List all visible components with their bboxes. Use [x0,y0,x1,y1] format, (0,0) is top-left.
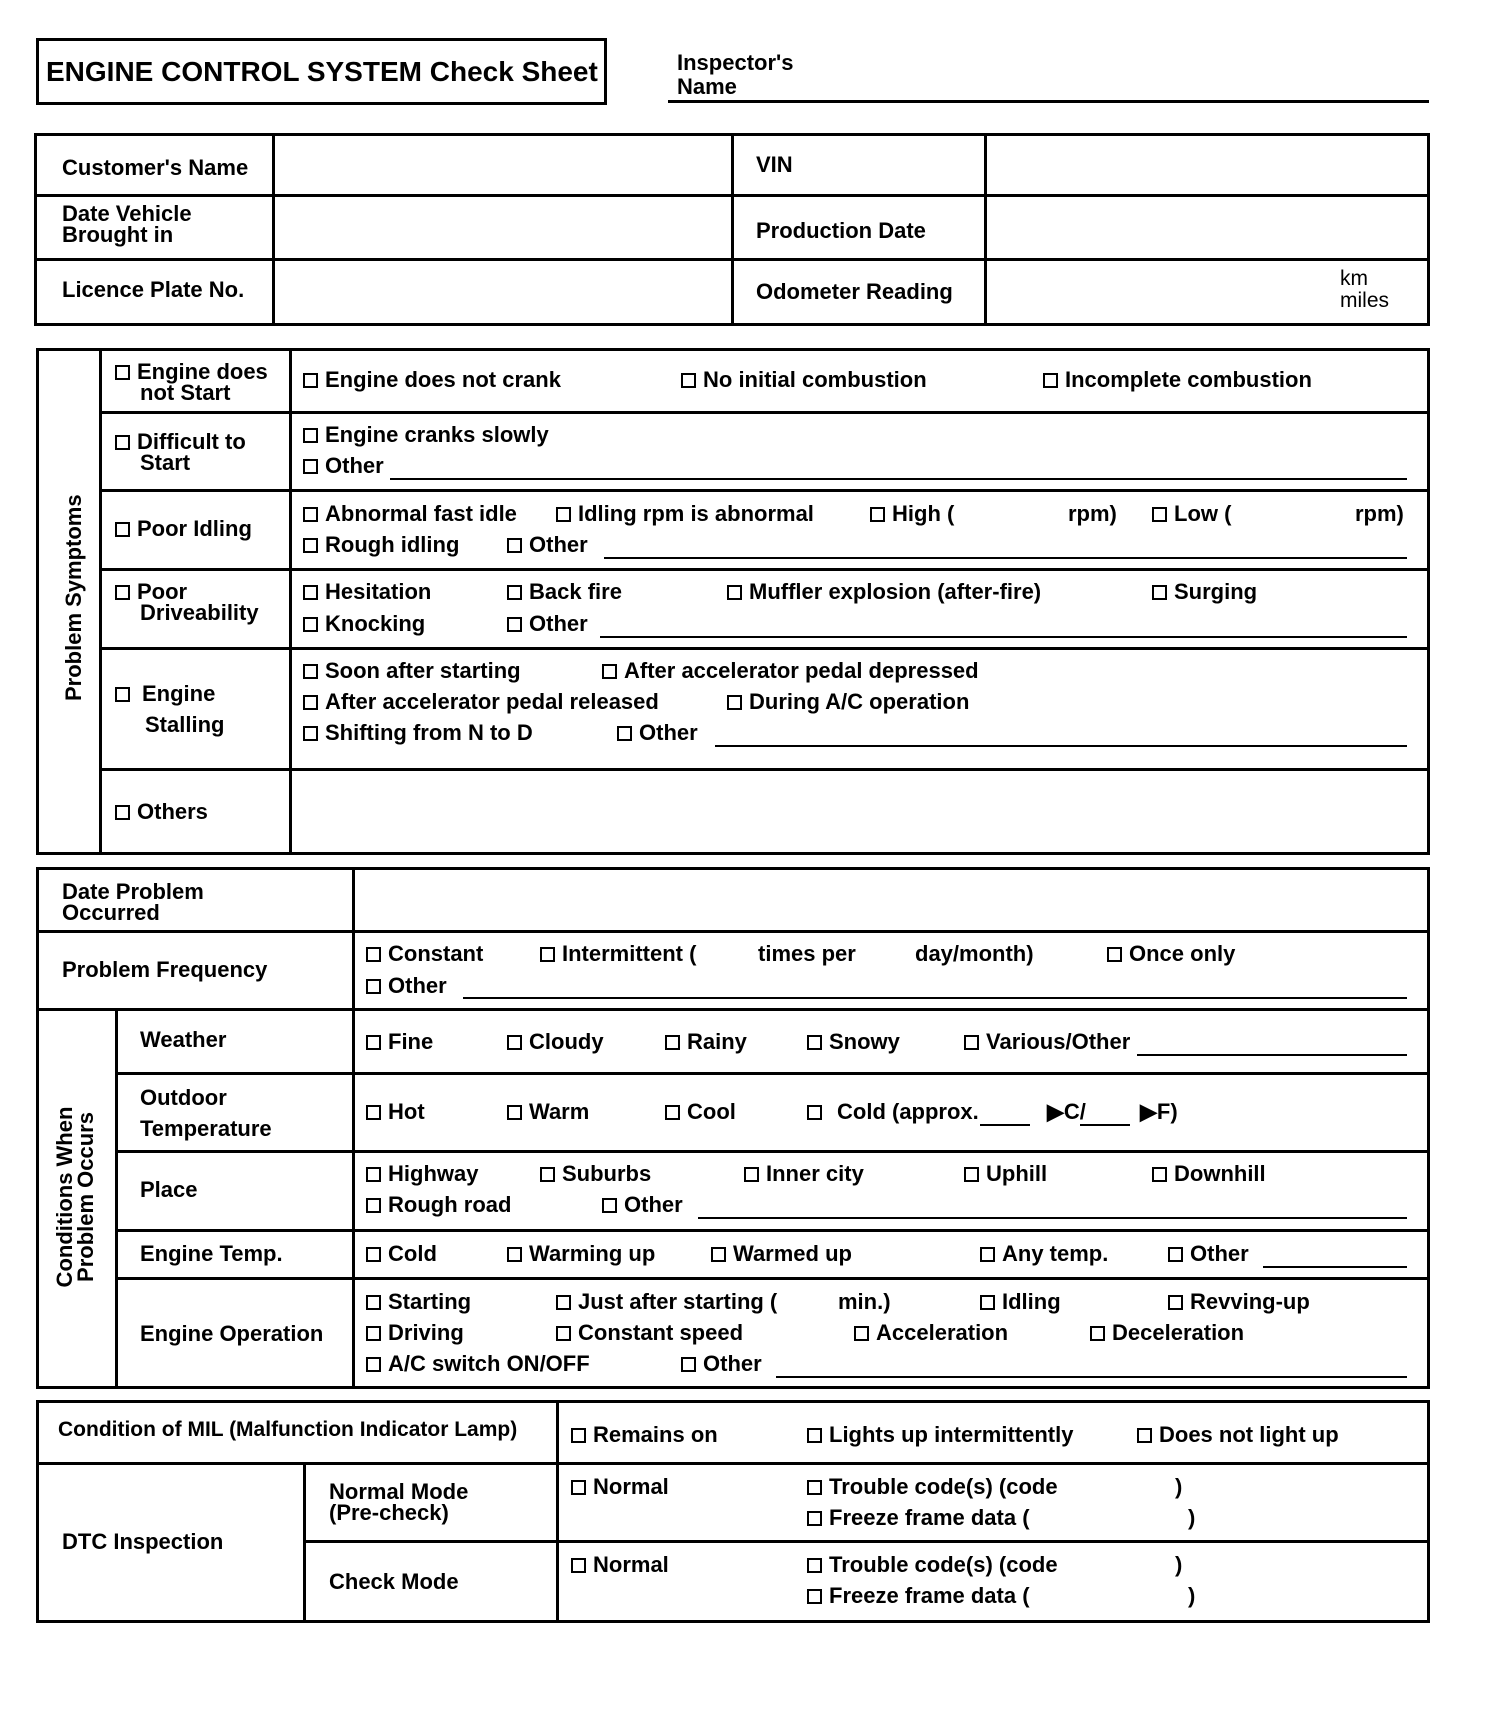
sheet-title: ENGINE CONTROL SYSTEM Check Sheet [46,56,598,87]
odometer-field[interactable] [990,263,1330,321]
checkbox[interactable] [1090,1326,1105,1341]
checkbox[interactable] [602,1198,617,1213]
divider [99,647,1430,650]
option-ac-switch[interactable]: A/C switch ON/OFF [366,1352,590,1376]
checkbox[interactable] [807,1558,822,1573]
option-low-rpm[interactable]: Low ( [1152,502,1231,526]
date-problem-field[interactable] [358,872,1426,927]
fahrenheit-unit: ▶F) [1140,1099,1178,1124]
inspector-name-field[interactable] [668,100,1429,103]
divider [99,568,1430,571]
frequency-other-field[interactable] [463,997,1407,999]
option-driving[interactable]: Driving [366,1321,464,1345]
option-no-initial-combustion[interactable]: No initial combustion [681,368,927,392]
option-any-temp[interactable]: Any temp. [980,1242,1108,1266]
checkbox[interactable] [303,507,318,522]
option-suburbs[interactable]: Suburbs [540,1162,651,1186]
divider [99,348,102,855]
rpm-unit: rpm) [1355,501,1404,526]
driveability-other-field[interactable] [600,636,1407,638]
option-muffler-explosion[interactable]: Muffler explosion (after-fire) [727,580,1041,604]
checkbox[interactable] [807,1105,822,1120]
checkbox[interactable] [366,1247,381,1262]
licence-plate-field[interactable] [278,263,728,321]
option-warm[interactable]: Warm [507,1100,589,1124]
checkbox[interactable] [807,1428,822,1443]
engine-temp-other-field[interactable] [1263,1266,1407,1268]
option-rough-road[interactable]: Rough road [366,1193,511,1217]
operation-other-field[interactable] [776,1376,1407,1378]
checkbox[interactable] [507,1035,522,1050]
date-brought-label: Date Vehicle Brought in [62,201,192,247]
checkbox[interactable] [303,373,318,388]
customer-name-field[interactable] [278,138,728,192]
checkbox[interactable] [1168,1247,1183,1262]
production-date-field[interactable] [990,199,1426,255]
option-uphill[interactable]: Uphill [964,1162,1047,1186]
checkbox[interactable] [681,373,696,388]
checkbox[interactable] [807,1035,822,1050]
checkbox[interactable] [870,507,885,522]
option-hesitation[interactable]: Hesitation [303,580,431,604]
divider [272,133,275,326]
problem-frequency-label: Problem Frequency [62,957,268,982]
production-date-label: Production Date [756,218,926,243]
option-cold-approx[interactable]: Cold (approx. [807,1100,979,1124]
engine-operation-label: Engine Operation [140,1321,324,1346]
checkbox[interactable] [303,726,318,741]
checkbox[interactable] [1043,373,1058,388]
option-engine-no-crank[interactable]: Engine does not crank [303,368,561,392]
divider [99,489,1430,492]
problem-symptoms-section-label: Problem Symptoms [61,494,86,701]
option-downhill[interactable]: Downhill [1152,1162,1266,1186]
checkbox[interactable] [602,664,617,679]
engine-stalling-label[interactable]: Engine Stalling [115,678,224,740]
option-incomplete-combustion[interactable]: Incomplete combustion [1043,368,1312,392]
option-various-other[interactable]: Various/Other [964,1030,1130,1054]
checkbox[interactable] [1152,507,1167,522]
option-revving-up[interactable]: Revving-up [1168,1290,1310,1314]
checkbox[interactable] [366,947,381,962]
divider [115,1277,1430,1280]
checkbox[interactable] [366,1326,381,1341]
mil-condition-label: Condition of MIL (Malfunction Indicator Lamp) [58,1418,518,1441]
checkbox[interactable] [744,1167,759,1182]
divider [115,1008,118,1389]
divider [984,133,987,326]
place-other-field[interactable] [698,1217,1407,1219]
checkbox[interactable] [571,1558,586,1573]
checkbox[interactable] [854,1326,869,1341]
option-remains-on[interactable]: Remains on [571,1423,718,1447]
option-frequency-other[interactable]: Other [366,974,447,998]
divider [115,1150,1430,1153]
checkbox[interactable] [556,1295,571,1310]
option-freeze-frame-precheck[interactable]: Freeze frame data ( [807,1506,1030,1530]
poor-driveability-checkbox[interactable] [115,585,130,600]
checkbox[interactable] [571,1480,586,1495]
option-highway[interactable]: Highway [366,1162,478,1186]
divider [731,133,734,326]
option-cranks-slowly[interactable]: Engine cranks slowly [303,423,549,447]
conditions-section-label: Conditions When Problem Occurs [52,1106,98,1288]
place-label: Place [140,1177,198,1202]
checkbox[interactable] [711,1247,726,1262]
checkbox[interactable] [964,1035,979,1050]
checkbox[interactable] [303,538,318,553]
option-deceleration[interactable]: Deceleration [1090,1321,1244,1345]
celsius-unit: ▶C/ [1047,1099,1086,1124]
checkbox[interactable] [1152,585,1167,600]
day-month-text: day/month) [915,941,1034,966]
option-cold[interactable]: Cold [366,1242,437,1266]
checkbox[interactable] [303,617,318,632]
close-paren: ) [1188,1583,1196,1608]
dtc-inspection-label: DTC Inspection [62,1529,224,1554]
checkbox[interactable] [980,1247,995,1262]
option-surging[interactable]: Surging [1152,580,1257,604]
min-unit: min.) [838,1289,891,1314]
checkbox[interactable] [507,538,522,553]
checkbox[interactable] [366,1357,381,1372]
option-inner-city[interactable]: Inner city [744,1162,864,1186]
option-freeze-frame-check[interactable]: Freeze frame data ( [807,1584,1030,1608]
divider [289,348,292,855]
checkbox[interactable] [727,695,742,710]
checkbox[interactable] [1168,1295,1183,1310]
checkbox[interactable] [571,1428,586,1443]
date-brought-field[interactable] [278,199,728,255]
option-stalling-other[interactable]: Other [617,721,698,745]
option-after-pedal-released[interactable]: After accelerator pedal released [303,690,659,714]
checkbox[interactable] [303,428,318,443]
others-label[interactable]: Others [115,800,208,824]
checkbox[interactable] [980,1295,995,1310]
engine-temp-label: Engine Temp. [140,1241,283,1266]
checkbox[interactable] [665,1035,680,1050]
divider [36,1462,1430,1465]
option-cool[interactable]: Cool [665,1100,736,1124]
vin-label: VIN [756,152,793,177]
checkbox[interactable] [366,979,381,994]
option-abnormal-fast-idle[interactable]: Abnormal fast idle [303,502,517,526]
difficult-start-checkbox[interactable] [115,435,130,450]
option-warmed-up[interactable]: Warmed up [711,1242,852,1266]
temp-celsius-field[interactable] [980,1124,1030,1126]
checkbox[interactable] [807,1589,822,1604]
option-snowy[interactable]: Snowy [807,1030,900,1054]
checkbox[interactable] [807,1511,822,1526]
option-place-other[interactable]: Other [602,1193,683,1217]
close-paren: ) [1188,1505,1196,1530]
option-normal-check[interactable]: Normal [571,1553,669,1577]
option-after-pedal-depressed[interactable]: After accelerator pedal depressed [602,659,979,683]
checkbox[interactable] [1107,947,1122,962]
checkbox[interactable] [366,1198,381,1213]
option-driveability-other[interactable]: Other [507,612,588,636]
idling-other-field[interactable] [604,557,1407,559]
option-soon-after-starting[interactable]: Soon after starting [303,659,521,683]
times-per-text: times per [758,941,856,966]
others-checkbox[interactable] [115,805,130,820]
option-knocking[interactable]: Knocking [303,612,425,636]
close-paren: ) [1175,1474,1183,1499]
difficult-start-label[interactable]: Difficult to Start [115,431,246,473]
normal-mode-label: Normal Mode (Pre-check) [329,1479,469,1525]
checkbox[interactable] [807,1480,822,1495]
option-shifting-n-to-d[interactable]: Shifting from N to D [303,721,533,745]
others-field[interactable] [295,773,1425,851]
difficult-other-field[interactable] [390,478,1407,480]
checkbox[interactable] [540,947,555,962]
checkbox[interactable] [507,617,522,632]
checkbox[interactable] [964,1167,979,1182]
divider [36,930,1430,933]
odometer-label: Odometer Reading [756,279,953,304]
close-paren: ) [1175,1552,1183,1577]
option-fine[interactable]: Fine [366,1030,433,1054]
checkbox[interactable] [556,1326,571,1341]
option-constant-speed[interactable]: Constant speed [556,1321,743,1345]
option-hot[interactable]: Hot [366,1100,425,1124]
option-intermittent[interactable]: Intermittent ( [540,942,696,966]
checkbox[interactable] [1137,1428,1152,1443]
checkbox[interactable] [303,459,318,474]
checkbox[interactable] [303,695,318,710]
checkbox[interactable] [617,726,632,741]
option-cloudy[interactable]: Cloudy [507,1030,604,1054]
option-high-rpm[interactable]: High ( [870,502,954,526]
checkbox[interactable] [507,1247,522,1262]
divider [99,768,1430,771]
miles-unit: miles [1340,289,1390,312]
checkbox[interactable] [366,1167,381,1182]
divider [352,867,355,1389]
customer-name-label: Customer's Name [62,155,249,180]
option-just-after-starting[interactable]: Just after starting ( [556,1290,777,1314]
checkbox[interactable] [681,1357,696,1372]
temp-fahrenheit-field[interactable] [1080,1124,1130,1126]
option-idling-other[interactable]: Other [507,533,588,557]
option-does-not-light[interactable]: Does not light up [1137,1423,1339,1447]
checkbox[interactable] [366,1295,381,1310]
check-mode-label: Check Mode [329,1569,459,1594]
option-once-only[interactable]: Once only [1107,942,1235,966]
checkbox[interactable] [665,1105,680,1120]
option-operation-other[interactable]: Other [681,1352,762,1376]
option-normal-precheck[interactable]: Normal [571,1475,669,1499]
stalling-other-field[interactable] [715,745,1407,747]
engine-not-start-checkbox[interactable] [115,365,130,380]
checkbox[interactable] [303,664,318,679]
divider [303,1540,1430,1543]
outdoor-temperature-label: Outdoor Temperature [140,1085,272,1141]
option-during-ac[interactable]: During A/C operation [727,690,969,714]
divider [36,1008,1430,1011]
licence-plate-label: Licence Plate No. [62,277,245,302]
option-starting[interactable]: Starting [366,1290,471,1314]
option-constant[interactable]: Constant [366,942,483,966]
option-lights-intermittently[interactable]: Lights up intermittently [807,1423,1073,1447]
poor-driveability-label[interactable]: Poor Driveability [115,581,259,623]
option-trouble-code-precheck[interactable]: Trouble code(s) (code [807,1475,1058,1499]
option-rough-idling[interactable]: Rough idling [303,533,459,557]
checkbox[interactable] [507,585,522,600]
checkbox[interactable] [366,1105,381,1120]
divider [115,1072,1430,1075]
rpm-unit: rpm) [1068,501,1117,526]
option-rainy[interactable]: Rainy [665,1030,747,1054]
checkbox[interactable] [540,1167,555,1182]
option-acceleration[interactable]: Acceleration [854,1321,1008,1345]
engine-stalling-checkbox[interactable] [115,687,130,702]
option-warming-up[interactable]: Warming up [507,1242,655,1266]
option-back-fire[interactable]: Back fire [507,580,622,604]
checkbox[interactable] [366,1035,381,1050]
km-unit: km [1340,267,1368,290]
option-idling[interactable]: Idling [980,1290,1061,1314]
checkbox[interactable] [1152,1167,1167,1182]
divider [115,1229,1430,1232]
poor-idling-label[interactable]: Poor Idling [115,517,252,541]
option-engine-temp-other[interactable]: Other [1168,1242,1249,1266]
engine-not-start-label[interactable]: Engine does not Start [115,361,268,403]
checkbox[interactable] [556,507,571,522]
checkbox[interactable] [303,585,318,600]
inspector-label: Inspector's Name [677,50,794,99]
weather-label: Weather [140,1027,227,1052]
checkbox[interactable] [727,585,742,600]
checkbox[interactable] [507,1105,522,1120]
date-problem-label: Date Problem Occurred [62,879,204,925]
divider [556,1400,559,1623]
option-idling-rpm-abnormal[interactable]: Idling rpm is abnormal [556,502,814,526]
weather-other-field[interactable] [1137,1054,1407,1056]
option-trouble-code-check[interactable]: Trouble code(s) (code [807,1553,1058,1577]
option-difficult-other[interactable]: Other [303,454,384,478]
divider [99,411,1430,414]
poor-idling-checkbox[interactable] [115,522,130,537]
vin-field[interactable] [990,138,1426,192]
